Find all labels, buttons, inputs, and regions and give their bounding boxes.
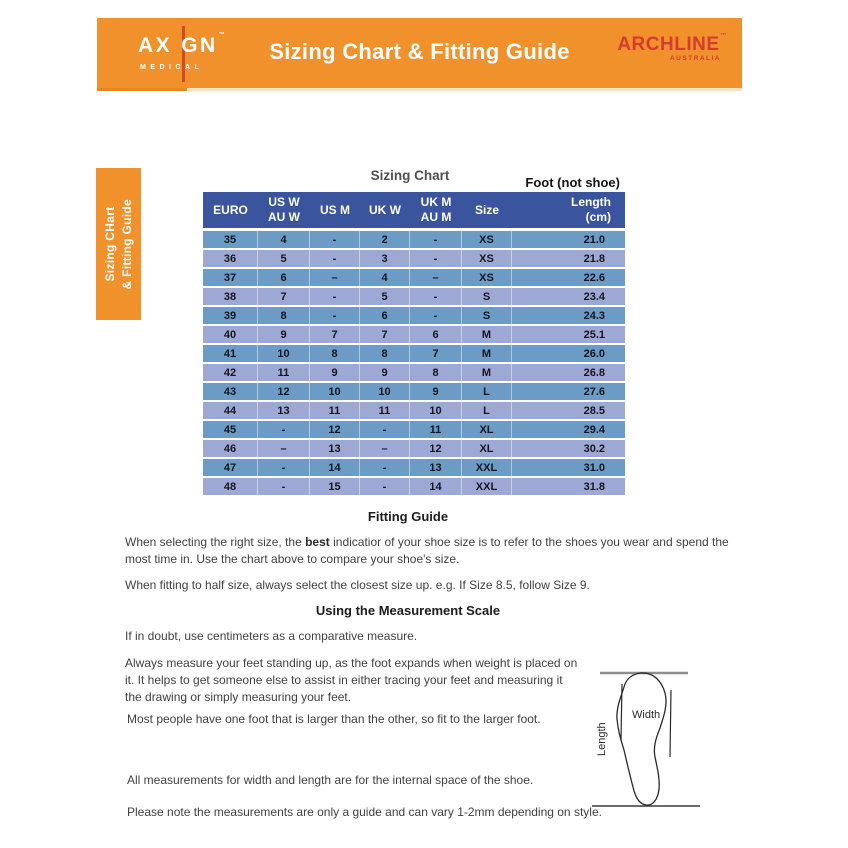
table-row: [203, 383, 625, 400]
table-cell: –: [360, 440, 410, 457]
table-cell: 37: [203, 269, 258, 286]
table-cell: 10: [360, 383, 410, 400]
table-cell: -: [258, 421, 310, 438]
archline-logo: [617, 35, 726, 62]
foot-measurement-diagram: [588, 656, 703, 816]
table-cell: 10: [410, 402, 462, 419]
table-row: [203, 307, 625, 324]
side-tab: [96, 168, 141, 320]
table-cell: 6: [360, 307, 410, 324]
table-cell: 42: [203, 364, 258, 381]
table-row: [203, 326, 625, 343]
measurement-paragraph-2: Always measure your feet standing up, as the foot expands when weight is placed on it. It helps to get someone else to assist in either tracing your feet and measuring it the drawing or simply measuring your feet.: [125, 656, 578, 705]
axign-logo-subtitle: MEDICAL: [140, 64, 204, 71]
table-cell: -: [310, 288, 360, 305]
table-cell: 2: [360, 231, 410, 248]
table-cell: 41: [203, 345, 258, 362]
axign-trademark: ™: [218, 32, 228, 38]
table-row: [203, 250, 625, 267]
table-cell: –: [410, 269, 462, 286]
table-cell: XXL: [462, 478, 512, 495]
table-cell: 9: [410, 383, 462, 400]
sizing-table-header-row: [203, 192, 625, 228]
table-cell: M: [462, 326, 512, 343]
table-cell: 6: [410, 326, 462, 343]
archline-trademark: ™: [720, 33, 727, 39]
table-cell: 11: [360, 402, 410, 419]
table-cell: 44: [203, 402, 258, 419]
table-cell: 8: [360, 345, 410, 362]
column-header-us-w: US W AU W: [268, 195, 300, 224]
page-title: Sizing Chart & Fitting Guide: [269, 39, 570, 64]
foot-not-shoe-label: Foot (not shoe): [525, 175, 620, 190]
table-cell: 7: [258, 288, 310, 305]
foot-outline-icon: [588, 656, 703, 816]
table-cell: –: [310, 269, 360, 286]
table-cell: 28.5: [583, 404, 605, 417]
header-banner: [97, 18, 742, 88]
column-header-length: Length (cm): [571, 195, 611, 224]
table-row: [203, 478, 625, 495]
table-cell: 7: [310, 326, 360, 343]
table-cell: XL: [462, 421, 512, 438]
table-cell: 7: [360, 326, 410, 343]
table-cell: 27.6: [583, 385, 605, 398]
bold-word: best: [305, 535, 330, 549]
table-row: [203, 288, 625, 305]
table-cell: 11: [258, 364, 310, 381]
table-cell: 46: [203, 440, 258, 457]
table-cell: 11: [310, 402, 360, 419]
table-cell: 30.2: [583, 442, 605, 455]
table-cell: 21.8: [583, 252, 605, 265]
table-cell: -: [410, 307, 462, 324]
table-cell: XS: [462, 231, 512, 248]
table-cell: 35: [203, 231, 258, 248]
table-cell: 38: [203, 288, 258, 305]
table-cell: M: [462, 364, 512, 381]
table-cell: L: [462, 383, 512, 400]
table-row: [203, 421, 625, 438]
fitting-guide-paragraph-1: When selecting the right size, the best indicatior of your shoe size is to refer to the shoes you wear and spend the most time in. Use the chart above to compare your shoe's size.: [125, 535, 729, 567]
width-label: Width: [632, 709, 661, 721]
table-cell: 24.3: [583, 309, 605, 322]
table-cell: 22.6: [583, 271, 605, 284]
table-row: [203, 269, 625, 286]
table-row: [203, 345, 625, 362]
axign-logo-part1: AX: [138, 34, 173, 57]
table-cell: 9: [310, 364, 360, 381]
table-cell: 8: [310, 345, 360, 362]
table-cell: -: [410, 288, 462, 305]
measurement-paragraph-4: All measurements for width and length are for the internal space of the shoe.: [127, 773, 534, 787]
table-cell: 8: [258, 307, 310, 324]
column-header-us-m: US M: [320, 202, 350, 217]
table-cell: XL: [462, 440, 512, 457]
fitting-guide-heading: Fitting Guide: [367, 509, 449, 524]
column-header-uk-m: UK M AU M: [420, 195, 452, 224]
table-cell: -: [360, 478, 410, 495]
fitting-guide-paragraph-2: When fitting to half size, always select the closest size up. e.g. If Size 8.5, follow Size 9.: [125, 578, 590, 592]
table-cell: -: [258, 478, 310, 495]
table-cell: 7: [410, 345, 462, 362]
table-cell: -: [310, 250, 360, 267]
sizing-chart-heading: Sizing Chart: [370, 168, 450, 183]
table-cell: –: [258, 440, 310, 457]
side-tab-line1: Sizing CHart: [102, 206, 117, 282]
table-cell: L: [462, 402, 512, 419]
table-cell: -: [310, 231, 360, 248]
table-cell: 26.8: [583, 366, 605, 379]
archline-subtitle: AUSTRALIA: [669, 55, 721, 62]
table-cell: 15: [310, 478, 360, 495]
table-cell: S: [462, 288, 512, 305]
table-row: [203, 231, 625, 248]
side-tab-label: [102, 199, 136, 290]
table-cell: 9: [258, 326, 310, 343]
table-cell: -: [410, 231, 462, 248]
table-cell: 36: [203, 250, 258, 267]
table-row: [203, 364, 625, 381]
table-cell: 43: [203, 383, 258, 400]
table-row: [203, 459, 625, 476]
table-cell: 47: [203, 459, 258, 476]
axign-logo-part2: GN: [181, 34, 218, 57]
table-cell: 11: [410, 421, 462, 438]
table-cell: 13: [258, 402, 310, 419]
table-cell: 23.4: [583, 290, 605, 303]
column-header-size: Size: [474, 202, 499, 217]
table-cell: 9: [360, 364, 410, 381]
table-cell: 5: [360, 288, 410, 305]
table-cell: -: [360, 459, 410, 476]
table-cell: 12: [310, 421, 360, 438]
table-cell: 31.0: [583, 461, 605, 474]
table-cell: 40: [203, 326, 258, 343]
table-row: [203, 440, 625, 457]
side-tab-line2: & Fitting Guide: [119, 198, 134, 290]
table-cell: -: [258, 459, 310, 476]
table-cell: 5: [258, 250, 310, 267]
table-cell: M: [462, 345, 512, 362]
table-cell: 14: [410, 478, 462, 495]
table-cell: 25.1: [583, 328, 605, 341]
table-cell: 3: [360, 250, 410, 267]
banner-underline-pale: [187, 88, 742, 91]
table-cell: 21.0: [583, 233, 605, 246]
column-header-uk-w: UK W: [369, 202, 401, 217]
table-cell: 45: [203, 421, 258, 438]
measurement-paragraph-1: If in doubt, use centimeters as a comparative measure.: [125, 629, 418, 643]
table-cell: 31.8: [583, 480, 605, 493]
banner-underline-dark: [97, 88, 187, 91]
table-cell: 12: [258, 383, 310, 400]
table-cell: 14: [310, 459, 360, 476]
table-cell: 48: [203, 478, 258, 495]
table-cell: 8: [410, 364, 462, 381]
table-cell: -: [360, 421, 410, 438]
table-cell: -: [310, 307, 360, 324]
table-cell: 10: [258, 345, 310, 362]
table-cell: 29.4: [583, 423, 605, 436]
width-right-line: [670, 690, 671, 757]
table-cell: XS: [462, 250, 512, 267]
table-cell: 26.0: [583, 347, 605, 360]
table-cell: 39: [203, 307, 258, 324]
table-cell: 4: [360, 269, 410, 286]
table-cell: 12: [410, 440, 462, 457]
table-cell: S: [462, 307, 512, 324]
column-header-euro: EURO: [213, 202, 248, 217]
foot-outline-path: [617, 673, 666, 805]
table-cell: 13: [310, 440, 360, 457]
measurement-scale-heading: Using the Measurement Scale: [315, 603, 501, 618]
width-left-line: [621, 684, 622, 740]
table-row: [203, 402, 625, 419]
archline-wordmark: ARCHLINE™: [617, 33, 727, 55]
length-label: Length: [596, 722, 608, 756]
table-cell: XXL: [462, 459, 512, 476]
table-cell: 4: [258, 231, 310, 248]
measurement-paragraph-5: Please note the measurements are only a guide and can vary 1-2mm depending on style.: [127, 805, 602, 819]
table-cell: 6: [258, 269, 310, 286]
sizing-table-body: [203, 231, 625, 495]
measurement-paragraph-3: Most people have one foot that is larger than the other, so fit to the larger foot.: [127, 712, 541, 726]
table-cell: 13: [410, 459, 462, 476]
sizing-table: [203, 192, 625, 497]
table-cell: XS: [462, 269, 512, 286]
table-cell: -: [410, 250, 462, 267]
table-cell: 10: [310, 383, 360, 400]
